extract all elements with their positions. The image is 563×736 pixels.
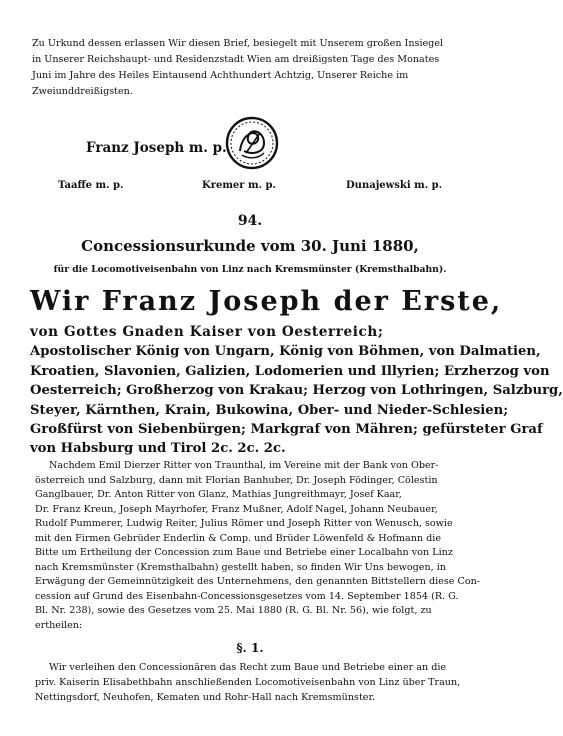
document-subheading: für die Locomotiveisenbahn von Linz nach Kremsmünster (Kremsthalbahn). [53,264,447,275]
body-line: mit den Firmen Gebrüder Enderlin & Comp. und Brüder Löwenfeld & Hofmann die [35,532,442,544]
imperial-titles [30,323,563,459]
minister-signature: Dunajewski m. p. [346,180,443,191]
section-line: Wir verleihen den Concessionären das Recht zum Baue und Betriebe einer an die [49,662,447,673]
body-line: cession auf Grund des Eisenbahn-Concessionsgesetzes vom 14. September 1854 (R. G. [35,590,459,602]
title-line: von Gottes Gnaden Kaiser von Oesterreich; [30,324,384,340]
body-line: Rudolf Pummerer, Ludwig Reiter, Julius Römer und Joseph Ritter von Wenusch, sowie [35,518,453,529]
section-line: Nettingsdorf, Neuhofen, Kematen und Rohr-Hall nach Kremsmünster. [35,692,376,703]
emperor-line: Wir Franz Joseph der Erste, [30,286,503,317]
body-line: Bl. Nr. 238), sowie des Gesetzes vom 25. Mai 1880 (R. G. Bl. Nr. 56), wie folgt, zu [35,605,432,616]
document-heading: Concessionsurkunde vom 30. Juni 1880, [81,237,419,255]
minister-signature: Kremer m. p. [202,180,277,191]
body-line: Erwägung der Gemeinnützigkeit des Unternehmens, den genannten Bittstellern diese Con- [35,576,481,587]
seal-icon [224,115,280,171]
signature-block [0,115,500,175]
emperor-signature: Franz Joseph m. p. [86,140,227,156]
intro-line: in Unserer Reichshaupt- und Residenzstadt Wien am dreißigsten Tage des Monates [32,54,440,65]
body-line: ertheilen: [35,619,83,631]
document-number: 94. [237,213,263,229]
body-line: Bitte um Ertheilung der Concession zum Baue und Betriebe einer Localbahn von Linz [35,547,453,558]
section-title: §. 1. [236,641,264,655]
intro-line: Zweiunddreißigsten. [32,86,133,97]
minister-signature: Taaffe m. p. [58,180,124,191]
intro-line: Zu Urkund dessen erlassen Wir diesen Brief, besiegelt mit Unserem großen Insiegel [32,38,444,49]
section-line: priv. Kaiserin Elisabethbahn anschließenden Locomotiveisenbahn von Linz über Traun, [35,677,461,688]
title-line: Apostolischer König von Ungarn, König von Böhmen, von Dalmatien, [30,344,541,360]
title-line: Oesterreich; Großherzog von Krakau; Herzog von Lothringen, Salzburg, [30,383,563,399]
body-line: Ganglbauer, Dr. Anton Ritter von Glanz, Mathias Jungreithmayr, Josef Kaar, [35,489,402,500]
body-line: Nachdem Emil Dierzer Ritter von Traunthal, im Vereine mit der Bank von Ober- [49,460,439,471]
body-line: österreich und Salzburg, dann mit Florian Banhuber, Dr. Joseph Födinger, Cölestin [35,474,438,486]
body-line: Dr. Franz Kreun, Joseph Mayrhofer, Franz Mußner, Adolf Nagel, Johann Neubauer, [35,503,438,515]
minister-signatures [0,180,500,196]
body-paragraph [35,459,481,633]
title-line: Kroatien, Slavonien, Galizien, Lodomerien und Illyrien; Erzherzog von [30,363,550,379]
title-line: von Habsburg und Tirol 2c. 2c. 2c. [30,441,286,457]
intro-line: Juni im Jahre des Heiles Eintausend Achthundert Achtzig, Unserer Reiche im [32,70,409,81]
intro-paragraph [32,36,480,100]
body-line: nach Kremsmünster (Kremsthalbahn) gestellt haben, so finden Wir Uns bewogen, in [35,561,446,573]
title-line: Großfürst von Siebenbürgen; Markgraf von Mähren; gefürsteter Graf [30,422,543,438]
title-line: Steyer, Kärnthen, Krain, Bukowina, Ober- und Nieder-Schlesien; [30,402,509,418]
section-paragraph [35,660,475,705]
